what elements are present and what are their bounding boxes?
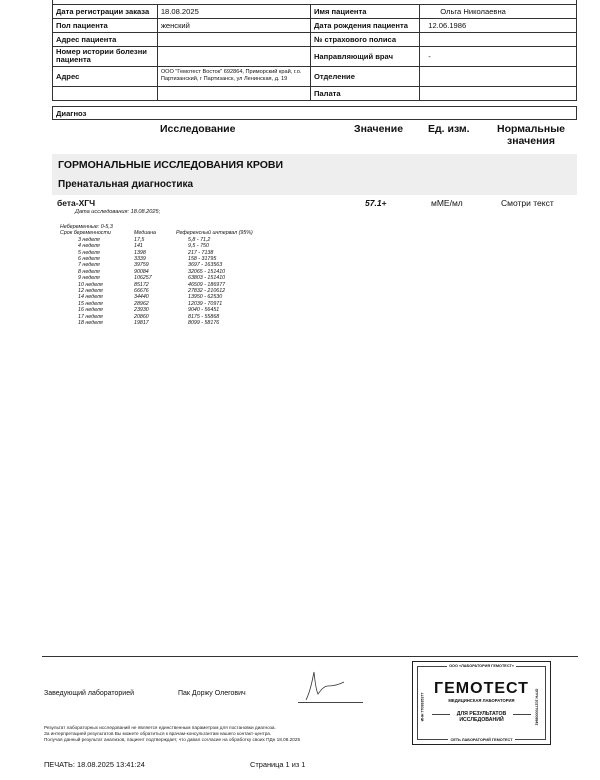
reference-cell-term: 8 неделя (78, 268, 100, 275)
info-value: 18.08.2025 (157, 4, 310, 18)
disclaimer-line: Результат лабораторных исследований не является единственным параметром для постановки диагноза. (44, 725, 276, 730)
info-label: Адрес пациента (53, 32, 158, 46)
info-value (420, 32, 577, 46)
info-label (53, 86, 158, 100)
reference-cell-median: 20860 (134, 313, 149, 320)
reference-cell-term: 12 неделя (78, 288, 103, 295)
reference-cell-median: 34440 (134, 294, 149, 301)
reference-cell-term: 17 неделя (78, 313, 103, 320)
reference-cell-median: 106257 (134, 275, 152, 282)
info-value (157, 46, 310, 66)
info-row-ward (53, 86, 577, 100)
head-lab-name: Пак Доржу Олегович (178, 690, 246, 697)
info-row-registration (53, 4, 577, 18)
stamp-logo: ГЕМОТЕСТ (434, 680, 529, 697)
patient-info-table (52, 0, 577, 101)
info-row-gender (53, 18, 577, 32)
reference-cell-term: 4 неделя (78, 243, 100, 250)
reference-table (60, 224, 296, 327)
reference-cell-median: 141 (134, 243, 143, 250)
print-timestamp: ПЕЧАТЬ: 18.08.2025 13:41:24 (44, 760, 145, 769)
info-label: Палата (310, 86, 419, 100)
reference-cell-interval: 32065 - 151410 (188, 268, 226, 275)
head-lab-title: Заведующий лабораторией (44, 690, 134, 697)
reference-cell-median: 1398 (134, 249, 146, 256)
reference-cell-term: 18 неделя (78, 320, 103, 327)
result-normal: Смотри текст (501, 198, 554, 208)
info-label: Пол пациента (53, 18, 158, 32)
info-row-address (53, 32, 577, 46)
reference-cell-median: 85172 (134, 281, 149, 288)
stamp-inner-border (417, 666, 546, 740)
info-value: 12.06.1986 (420, 18, 577, 32)
subsection-title: Пренатальная диагностика (58, 179, 194, 190)
stamp-ogrn: ОГРН 1027700008842 (534, 688, 539, 726)
reference-cell-interval: 12039 - 70971 (188, 300, 223, 307)
diagnosis-row: Диагноз (52, 106, 577, 120)
reference-cell-interval: 27832 - 210612 (188, 288, 226, 295)
study-date: Дата исследования: 18.08.2025; (75, 209, 161, 215)
info-label: № страхового полиса (310, 32, 419, 46)
reference-cell-median: 39759 (134, 262, 149, 269)
reference-cell-interval: 3697 - 163563 (188, 262, 223, 269)
stamp-subtitle: МЕДИЦИНСКАЯ ЛАБОРАТОРИЯ (448, 698, 515, 703)
column-header-unit: Ед. изм. (428, 123, 470, 135)
result-unit: мМЕ/мл (431, 198, 463, 208)
info-label: Адрес (53, 66, 158, 86)
reference-cell-median: 90084 (134, 268, 149, 275)
info-row-lab-address (53, 66, 577, 86)
stamp-bottom-text: СЕТЬ ЛАБОРАТОРИЙ ГЕМОТЕСТ (450, 738, 513, 742)
result-value: 57.1+ (365, 198, 387, 208)
signature-line (298, 702, 363, 703)
reference-cell-interval: 9040 - 56451 (188, 307, 220, 314)
info-row-history (53, 46, 577, 66)
reference-cell-term: 15 неделя (78, 300, 103, 307)
info-value (420, 66, 577, 86)
reference-cell-term: 9 неделя (78, 275, 100, 282)
info-label: Направляющий врач (310, 46, 419, 66)
reference-row (60, 320, 296, 326)
info-value (157, 32, 310, 46)
disclaimer-line: За интерпретацией результатов Вы можете обратиться к врачам-консультантам нашего контакт-центра. (44, 731, 272, 736)
reference-cell-median: 66676 (134, 288, 149, 295)
stamp-inn: ИНН 7709935377 (420, 692, 425, 722)
footer-divider (42, 656, 578, 657)
reference-rows (60, 237, 296, 327)
reference-cell-median: 19817 (134, 320, 149, 327)
reference-cell-median: 3339 (134, 256, 146, 263)
info-label: Дата рождения пациента (310, 18, 419, 32)
reference-head-median: Медиана (134, 230, 156, 237)
reference-cell-interval: 217 - 7138 (188, 249, 214, 256)
column-header-test: Исследование (160, 123, 236, 135)
column-header-normal: Нормальные значения (496, 123, 565, 147)
reference-head-interval: Референсный интервал (95%) (176, 230, 253, 237)
section-title: ГОРМОНАЛЬНЫЕ ИССЛЕДОВАНИЯ КРОВИ (58, 159, 284, 171)
reference-cell-term: 14 неделя (78, 294, 103, 301)
reference-cell-term: 10 неделя (78, 281, 103, 288)
reference-cell-interval: 5,8 - 71,2 (188, 236, 211, 243)
reference-cell-term: 6 неделя (78, 256, 100, 263)
info-label: Номер истории болезни пациента (53, 46, 158, 66)
disclaimer-line: Получая данный результат анализов, пациент подтверждает, что давал согласие на обработку своих ПДн 18.08.2025 (44, 737, 301, 742)
reference-cell-median: 28962 (134, 300, 149, 307)
result-test-name: бета-ХГЧ (57, 198, 96, 208)
info-value: - (420, 46, 577, 66)
reference-cell-term: 7 неделя (78, 262, 100, 269)
disclaimer (44, 725, 300, 743)
column-header-value: Значение (354, 123, 404, 135)
reference-cell-interval: 9,5 - 750 (188, 243, 209, 250)
reference-cell-term: 5 неделя (78, 249, 100, 256)
section-band (52, 154, 577, 176)
reference-cell-interval: 46509 - 186977 (188, 281, 226, 288)
info-value: Ольга Николаевна (420, 4, 577, 18)
reference-cell-interval: 13950 - 62530 (188, 294, 223, 301)
info-value: женский (157, 18, 310, 32)
signature (300, 664, 348, 704)
subsection-band (52, 176, 577, 195)
page-number: Страница 1 из 1 (250, 760, 306, 769)
reference-cell-term: 3 неделя (78, 236, 100, 243)
reference-cell-interval: 158 - 31795 (188, 256, 217, 263)
reference-cell-interval: 8175 - 55868 (188, 313, 220, 320)
stamp-top-text: ООО «ЛАБОРАТОРИЯ ГЕМОТЕСТ» (449, 664, 514, 668)
reference-head-term: Срок беременности (60, 230, 111, 237)
stamp-purpose: ДЛЯ РЕЗУЛЬТАТОВ ИССЛЕДОВАНИЙ (456, 711, 507, 724)
reference-cell-interval: 63803 - 151410 (188, 275, 226, 282)
reference-cell-term: 16 неделя (78, 307, 103, 314)
info-value (420, 86, 577, 100)
reference-cell-interval: 8099 - 58176 (188, 320, 220, 327)
info-value: ООО "Гемотест Восток" 692864, Приморский край, г.о. Партизанский, г Партизанск, ул Ленинская, д. 19 (157, 66, 310, 86)
info-value (157, 86, 310, 100)
info-label: Дата регистрации заказа (53, 4, 158, 18)
info-label: Имя пациента (310, 4, 419, 18)
lab-stamp (412, 661, 551, 745)
reference-cell-median: 17,5 (134, 236, 145, 243)
not-pregnant-line: Небеременные: 0-5,3 (60, 224, 113, 230)
info-label: Отделение (310, 66, 419, 86)
reference-cell-median: 23930 (134, 307, 149, 314)
